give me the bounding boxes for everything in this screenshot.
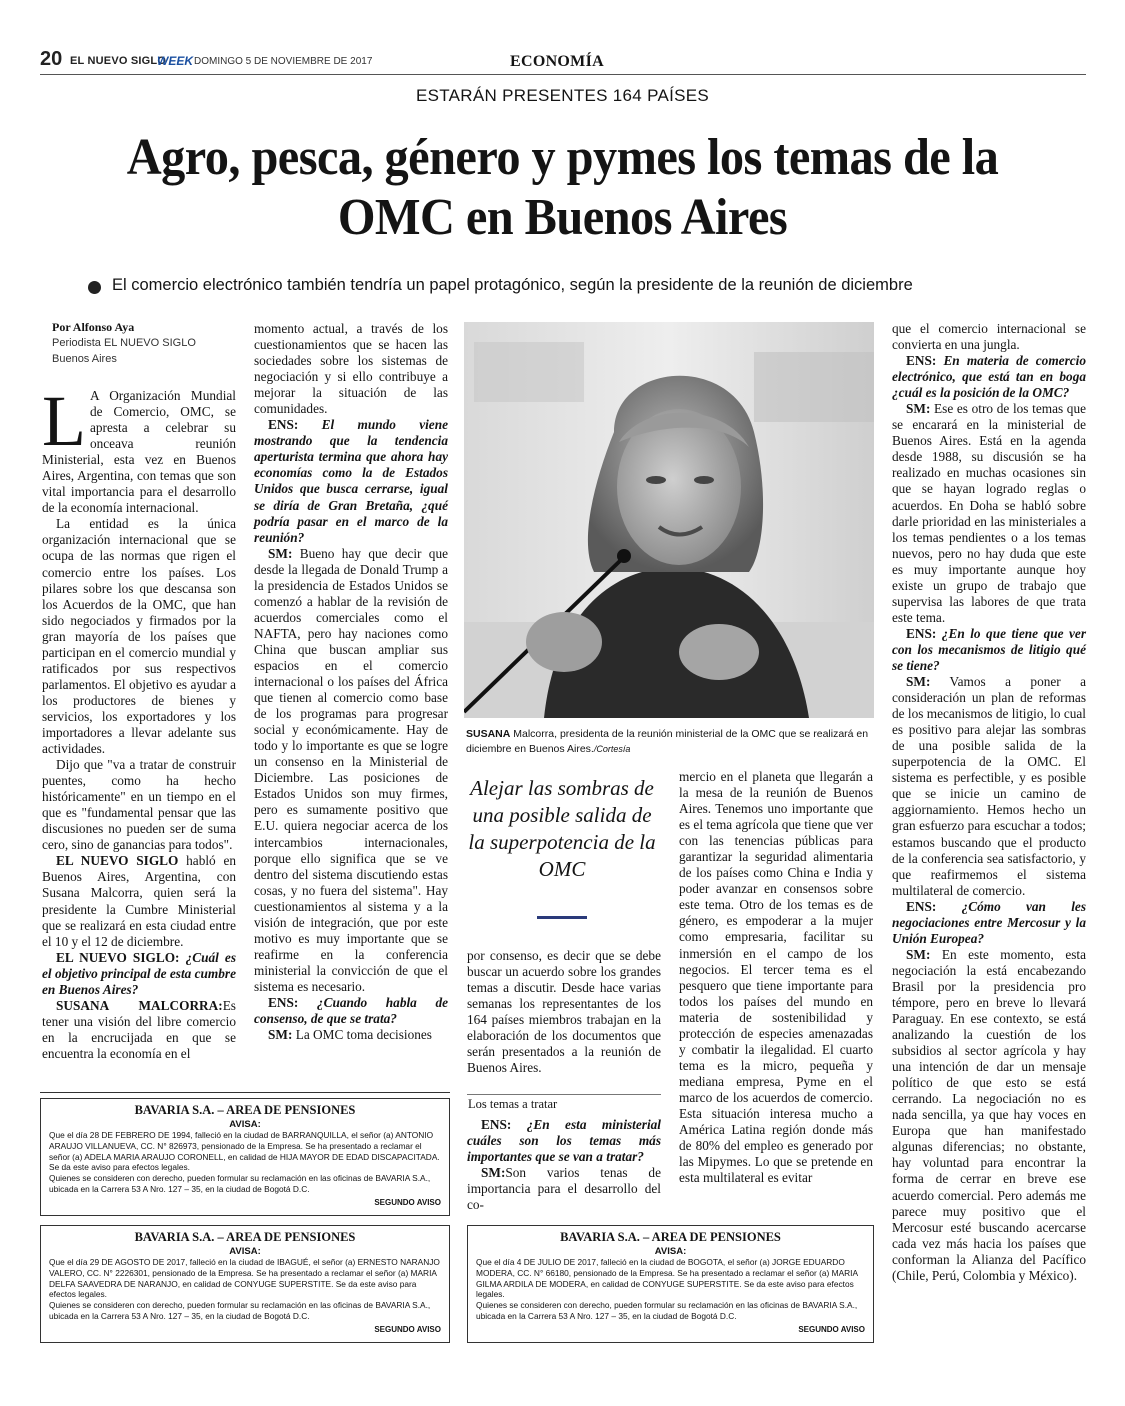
photo-credit: /Cortesía xyxy=(593,744,631,754)
article-column-5 xyxy=(892,321,1086,1284)
question: ENS: ¿Cuando habla de consenso, de que se trata? xyxy=(254,994,448,1027)
article-column-3 xyxy=(467,948,661,1076)
divider xyxy=(467,1094,661,1095)
article-column-3-continued xyxy=(467,1117,661,1213)
byline-block xyxy=(52,320,242,367)
notice-body: Que el día 28 DE FEBRERO DE 1994, falleció en la ciudad de BARRANQUILLA, el señor (a) ANTONIO ARAUJO VILLANUEVA, CC. N° 826973, pensionado de la Empresa. Se ha presentado a reclamar el señor (a) ADELA MARIA ARAUJO CORONELL, en calidad de HIJA MAYOR DE EDAD DISCAPACITADA. Se da este aviso para efectos legales. xyxy=(49,1130,440,1173)
author-role: Periodista EL NUEVO SIGLO xyxy=(52,337,196,349)
article-column-1 xyxy=(42,381,237,1062)
paragraph: mercio en el planeta que llegarán a la mesa de la reunión de Buenos Aires. Tenemos uno importante que es el tema agrícola que tiene que ver con las tenencias públicas para garantizar la seguridad alimentaria de los países como China e India y poder avanzar en consensos sobre este tema. Otro de los temas es de género, es empoderar a la mujer como empresaria, facilitar su inmersión en el campo de los negocios. El tercer tema es el pesquero que tiene importante para todos los países del mundo en materia de sostenibilidad y protección de especies amenazadas y combatir la ilegalidad. El cuarto tema es la micro, pequeña y mediana empresa, Pyme en el marco de los acuerdos de comercio. Esta situación interesa mucho a América Latina región donde más de 80% del empleo es generado por las Mipymes. Lo que se pretende en esta multilateral es evitar xyxy=(679,769,873,1186)
notice-body: Que el día 4 DE JULIO DE 2017, falleció en la ciudad de BOGOTA, el señor (a) JORGE EDUARDO MODERA, CC. N° 66180, pensionado de la Empresa. Se ha presentado a reclamar el señor (a) MARIA GILMA ARDILA DE MODERA, en calidad de CONYUGE SUPERSTITE. Se da este aviso para efectos legales. xyxy=(476,1257,858,1300)
question: EL NUEVO SIGLO: ¿Cuál es el objetivo principal de esta cumbre en Buenos Aires? xyxy=(42,949,236,997)
notice-title: BAVARIA S.A. – AREA DE PENSIONES xyxy=(134,1230,356,1244)
article-column-4 xyxy=(679,769,873,1186)
lead-paragraph: L A Organización Mundial de Comercio, OMC, se apresta a celebrar su onceava reunión Ministerial, esta vez en Buenos Aires, Argentina, con temas que son vital importancia para el desarrollo de la economía internacional. xyxy=(42,381,236,516)
portrait-illustration xyxy=(464,322,874,718)
paragraph: Dijo que "va a tratar de construir puentes, como ha hecho históricamente" en un tiempo en el que es "fundamental pensar que las discusiones no pueden ser de suma cero, sino de ganancias para todos". xyxy=(42,757,236,853)
legal-notice-3 xyxy=(467,1225,874,1343)
legal-notice-2 xyxy=(40,1225,450,1343)
notice-avisa: AVISA: xyxy=(654,1246,687,1257)
drop-cap: L xyxy=(42,381,86,461)
question: ENS: El mundo viene mostrando que la tendencia aperturista termina que ahora hay economías como la de Estados Unidos que busca cerrarse, igual se diría de Gran Bretaña, ¿qué podría pasar en el marco de la reunión? xyxy=(254,417,449,545)
publication-edition: WEEK xyxy=(157,54,193,68)
answer: SM:Son varios tenas de importancia para el desarrollo del co- xyxy=(467,1165,661,1213)
question: ENS: ¿En lo que tiene que ver con los mecanismos de litigio qué se tiene? xyxy=(892,625,1086,673)
answer: SM: Vamos a poner a consideración un plan de reformas de los mecanismos de litigio, lo cual es positivo para alejar las sombras de una posible salida de la superpotencia de la OMC. El sistema es perfectible, y es posible que se inicie un camino de aggiornamiento. Hemos hecho un gran esfuerzo para escuchar a todos; estamos buscando que el producto de la conferencia sea satisfactorio, y que reafirmemos el sistema multilateral de comercio. xyxy=(892,674,1086,898)
photo-caption: SUSANA Malcorra, presidenta de la reunión ministerial de la OMC que se realizará en diciembre en Buenos Aires./Cortesía xyxy=(466,728,869,755)
byline: Por Alfonso Aya xyxy=(52,320,135,334)
paragraph: por consenso, es decir que se debe buscar un acuerdo sobre los grandes temas a discutir. Desde hace varias semanas los representantes de los 164 países miembros trabajan en la elaboración de los documentos que serán presentados a la reunión de Buenos Aires. xyxy=(467,948,661,1076)
section-name: ECONOMÍA xyxy=(510,53,604,70)
author-location: Buenos Aires xyxy=(52,353,117,365)
publication-name: EL NUEVO SIGLO xyxy=(70,55,167,67)
header-rule xyxy=(40,74,1086,75)
subheadline: El comercio electrónico también tendría un papel protagónico, según la presidente de la reunión de diciembre xyxy=(112,276,913,294)
answer: SM: La OMC toma decisiones xyxy=(268,1027,432,1043)
pull-quote-rule xyxy=(537,916,587,919)
notice-footer: SEGUNDO AVISO xyxy=(374,1197,441,1207)
notice-title: BAVARIA S.A. – AREA DE PENSIONES xyxy=(134,1103,356,1117)
notices-top-rule xyxy=(40,1092,450,1093)
notice-avisa: AVISA: xyxy=(229,1246,261,1257)
answer: SUSANA MALCORRA:Es tener una visión del libre comercio en la encrucijada en que se encuentra la economía en el xyxy=(42,997,236,1061)
legal-notice-1 xyxy=(40,1098,450,1216)
question: ENS: ¿En esta ministerial cuáles son los temas más importantes que se van a tratar? xyxy=(467,1117,661,1165)
page-number: 20 xyxy=(40,48,63,70)
paragraph: La entidad es la única organización internacional que se ocupa de las normas que rigen el comercio entre los países. Los pilares sobre los que descansa son los Acuerdos de la OMC, que han sido negociados y firmados por la gran mayoría de los países que participan en el comercio mundial y ratificados por sus respectivos parlamentos. El objetivo es ayudar a los productores de bienes y servicios, los exportadores y los importadores a llevar adelante sus actividades. xyxy=(42,516,236,757)
notice-avisa: AVISA: xyxy=(229,1119,261,1130)
notice-body: Que el día 29 DE AGOSTO DE 2017, falleció en la ciudad de IBAGUÉ, el señor (a) ERNESTO NARANJO VALERO, CC. N° 2226301, pensionado de la Empresa. Se ha presentado a reclamar el señor (a) MARIA DELFA SAAVEDRA DE NARANJO, en calidad de CONYUGE SUPERSTITE. Se da este aviso para efectos legales. xyxy=(49,1257,440,1300)
kicker: ESTARÁN PRESENTES 164 PAÍSES xyxy=(415,86,710,105)
portrait-photo xyxy=(464,322,874,718)
answer: SM: Bueno hay que decir que desde la llegada de Donald Trump a la presidencia de Estados Unidos se comenzó a hablar de la revisión de acuerdos comerciales como el NAFTA, pero hay naciones como China que buscan ampliar sus espacios en el comercio internacional o los países del África que tienen al comercio como base de los programas para progresar social y económicamente. Hay de todo y lo importante es que se logre un consenso en la Ministerial de Diciembre. Las posiciones de Estados Unidos son muy firmes, pero es sumamente positivo que E.U. quiera negociar acerca de los intercambios internacionales, porque ello significa que se ve dentro del sistema discutiendo estas cosas, y no fuera del sistema". Hay cuestionamientos al sistema y a la visión de integración, que por este motivo es muy importante que se reafirme en la conferencia ministerial la convicción de que el sistema es necesario. xyxy=(254,545,449,994)
notice-body-2: Quienes se consideren con derecho, pueden formular su reclamación en las oficinas de BAVARIA S.A., ubicada en la Carrera 53 A Nro. 127 – 35, en la ciudad de Bogotá D.C. xyxy=(476,1300,858,1321)
notice-footer: SEGUNDO AVISO xyxy=(798,1324,865,1334)
pull-quote: Alejar las sombras de una posible salida de la superpotencia de la OMC xyxy=(468,776,656,881)
notice-footer: SEGUNDO AVISO xyxy=(374,1324,441,1334)
question: ENS: En materia de comercio electrónico, que está tan en boga ¿cuál es la posición de la OMC? xyxy=(892,353,1086,401)
bullet-icon xyxy=(88,281,101,294)
question: ENS: ¿Cómo van les negociaciones entre Mercosur y la Unión Europea? xyxy=(892,898,1086,946)
answer: SM: Ese es otro de los temas que se encarará en la ministerial de Buenos Aires. Está en la agenda desde 1988, su discusión se ha realizado en muchas ocasiones sin que se hayan logrado reglas o acuerdos. En Doha se habló sobre darle prioridad en las ministeriales a los temas pendientes o a los temas nuevos, pero no hay duda que este es muy importante aunque hoy existe un grupo de trabajo que supervisa las labores de que trata este tema. xyxy=(892,401,1087,625)
answer: SM: En este momento, esta negociación la está encabezando Brasil por la presidencia pro témpore, pero en breve lo llevará Paraguay. En ese contexto, se está analizando la cuestión de los subsidios al sector agrícola y hay una intención de dar un mensaje político de que esto se está cerrando. La negociación no es nada sencilla, ya que hay voces en Europa que han manifestado algunas diferencias; no obstante, hay voluntad para encontrar la forma de cerrar en breve ese acuerdo comercial. Pero además me parece muy positivo que el Mercosur esté buscando acercarse cada vez más hacia los países que conforman la Alianza del Pacífico (Chile, Perú, Colombia y México). xyxy=(892,946,1087,1283)
notice-body-2: Quienes se consideren con derecho, pueden formular su reclamación en las oficinas de BAVARIA S.A., ubicada en la Carrera 53 A Nro. 127 – 35, en la ciudad de Bogotá D.C. xyxy=(49,1173,431,1194)
headline: Agro, pesca, género y pymes los temas de la OMC en Buenos Aires xyxy=(126,129,999,246)
article-column-2 xyxy=(254,321,448,1043)
paragraph: momento actual, a través de los cuestionamientos que se hacen las sociedades sobre los sistemas de negociación y si ello contribuye a mejorar la situación de las comunidades. xyxy=(254,321,448,417)
paragraph: que el comercio internacional se convierta en una jungla. xyxy=(892,321,1086,353)
notice-title: BAVARIA S.A. – AREA DE PENSIONES xyxy=(560,1230,781,1244)
section-subtitle: Los temas a tratar xyxy=(468,1097,558,1111)
notice-body-2: Quienes se consideren con derecho, pueden formular su reclamación en las oficinas de BAVARIA S.A., ubicada en la Carrera 53 A Nro. 127 – 35, en la ciudad de Bogotá D.C. xyxy=(49,1300,431,1321)
paragraph: EL NUEVO SIGLO habló en Buenos Aires, Argentina, con Susana Malcorra, quien será la presidente la Cumbre Ministerial que se realizará en esta ciudad entre el 10 y el 12 de diciembre. xyxy=(42,853,237,949)
publication-date: DOMINGO 5 DE NOVIEMBRE DE 2017 xyxy=(194,56,373,67)
